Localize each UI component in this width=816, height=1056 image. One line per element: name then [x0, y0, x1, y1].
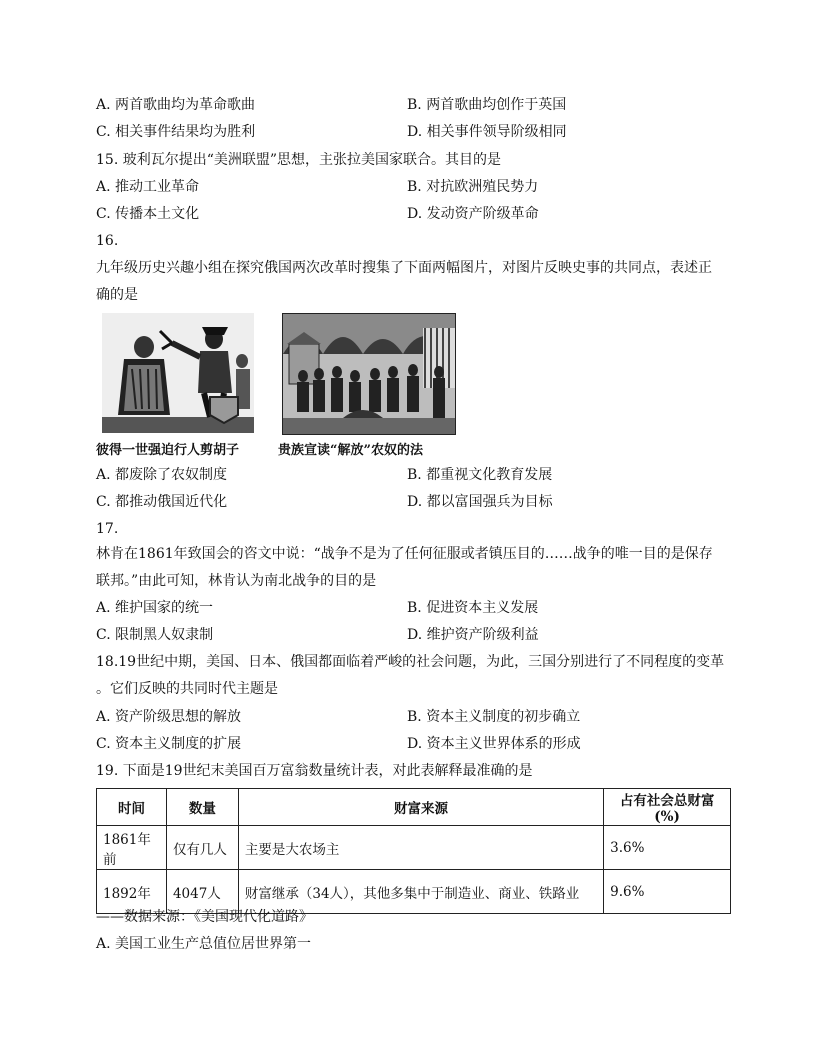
woodcut-serf-emancipation-reading [282, 313, 456, 435]
q16-option-c: C. 都推动俄国近代化 [96, 494, 228, 510]
figure-caption-1: 彼得一世强迫行人剪胡子 [96, 443, 240, 458]
table-header-wealth-share: 占有社会总财富(%) [604, 789, 731, 826]
q15-stem: 15. 玻利瓦尔提出“美洲联盟”思想，主张拉美国家联合。其目的是 [96, 152, 502, 168]
q15-option-d: D. 发动资产阶级革命 [407, 206, 539, 222]
figure-caption-2: 贵族宣读“解放”农奴的法 [278, 443, 423, 458]
woodcut-peter-shaving-beard [102, 313, 254, 433]
table-header-row [97, 789, 731, 826]
q14-option-c: C. 相关事件结果均为胜利 [96, 124, 256, 140]
q17-option-c: C. 限制黑人奴隶制 [96, 627, 214, 643]
q17-option-d: D. 维护资产阶级利益 [407, 627, 539, 643]
q18-option-a: A. 资产阶级思想的解放 [96, 709, 242, 725]
table-cell-time: 1861年前 [97, 826, 167, 870]
q15-option-a: A. 推动工业革命 [96, 179, 200, 195]
q15-option-b: B. 对抗欧洲殖民势力 [407, 179, 539, 195]
q18-option-b: B. 资本主义制度的初步确立 [407, 709, 581, 725]
q17-option-a: A. 维护国家的统一 [96, 600, 214, 616]
q16-number: 16. [96, 233, 119, 249]
table-cell-time: 1892年 [97, 870, 167, 914]
table-header-time: 时间 [97, 789, 167, 826]
table-header-wealth-source: 财富来源 [238, 789, 603, 826]
q18-stem-line2: 。它们反映的共同时代主题是 [96, 681, 278, 697]
q16-option-a: A. 都废除了农奴制度 [96, 467, 228, 483]
q17-option-b: B. 促进资本主义发展 [407, 600, 539, 616]
q18-option-d: D. 资本主义世界体系的形成 [407, 736, 581, 752]
table-cell-count: 仅有几人 [166, 826, 238, 870]
q19-stem: 19. 下面是19世纪末美国百万富翁数量统计表，对此表解释最准确的是 [96, 763, 533, 779]
table-cell-wealth-share: 9.6% [604, 870, 731, 914]
table-cell-wealth-source: 财富继承（34人），其他多集中于制造业、商业、铁路业 [238, 870, 603, 914]
q16-option-b: B. 都重视文化教育发展 [407, 467, 553, 483]
q14-option-d: D. 相关事件领导阶级相同 [407, 124, 567, 140]
q19-data-source: ——数据来源：《美国现代化道路》 [96, 909, 313, 925]
table-cell-wealth-share: 3.6% [604, 826, 731, 870]
table-cell-wealth-source: 主要是大农场主 [238, 826, 603, 870]
table-cell-count: 4047人 [166, 870, 238, 914]
q16-stem-line2: 确的是 [96, 287, 138, 303]
q17-stem-line2: 联邦。”由此可知，林肯认为南北战争的目的是 [96, 573, 377, 589]
q17-stem-line1: 林肯在1861年致国会的咨文中说：“战争不是为了任何征服或者镇压目的……战争的唯一目的是保存 [96, 546, 713, 562]
q16-option-d: D. 都以富国强兵为目标 [407, 494, 553, 510]
q15-option-c: C. 传播本土文化 [96, 206, 200, 222]
q14-option-a: A. 两首歌曲均为革命歌曲 [96, 97, 256, 113]
table-header-count: 数量 [166, 789, 238, 826]
q19-option-a: A. 美国工业生产总值位居世界第一 [96, 936, 312, 952]
q17-number: 17. [96, 521, 119, 537]
table-row [97, 826, 731, 870]
q16-stem-line1: 九年级历史兴趣小组在探究俄国两次改革时搜集了下面两幅图片，对图片反映史事的共同点，表述正 [96, 260, 712, 276]
q18-stem-line1: 18.19世纪中期，美国、日本、俄国都面临着严峻的社会问题，为此，三国分别进行了不同程度的变革 [96, 654, 725, 670]
q14-option-b: B. 两首歌曲均创作于英国 [407, 97, 567, 113]
q18-option-c: C. 资本主义制度的扩展 [96, 736, 242, 752]
q16-figures [96, 313, 470, 463]
millionaire-stats-table [96, 788, 731, 914]
